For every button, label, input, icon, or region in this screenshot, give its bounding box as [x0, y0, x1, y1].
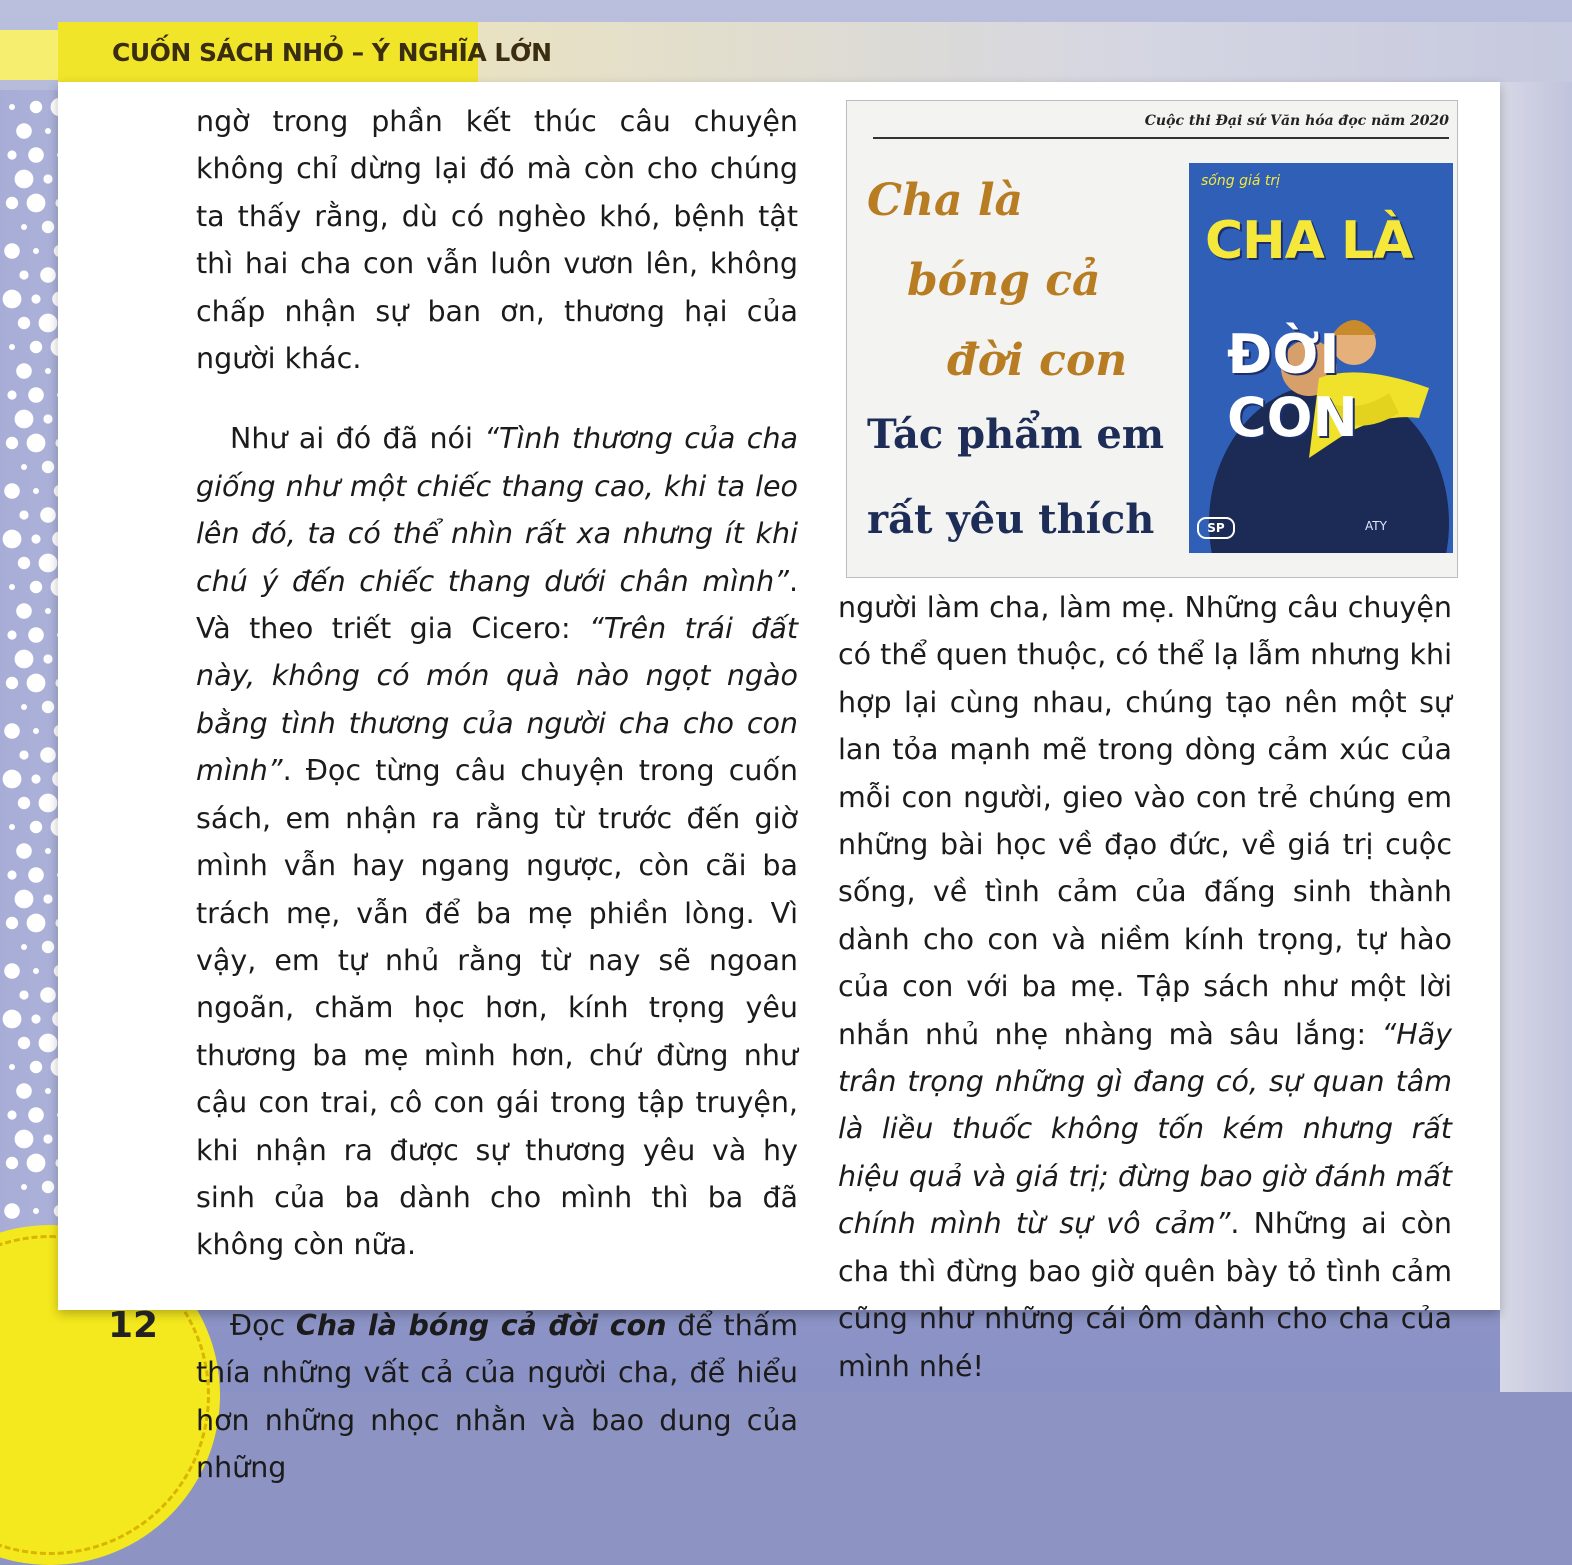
right-column — [838, 584, 1452, 1390]
p2-mid: . Và theo triết gia Cicero: — [196, 564, 798, 646]
header-fade-strip — [478, 22, 1572, 84]
decorative-dot — [16, 123, 32, 139]
decorative-dot — [28, 387, 44, 403]
decorative-dot — [3, 770, 22, 789]
subtitle-line-1: Tác phẩm em — [867, 411, 1165, 458]
publisher-logo: SP — [1197, 517, 1235, 539]
decorative-dot — [30, 581, 42, 593]
decorative-dot — [45, 128, 51, 134]
decorative-dot — [7, 1110, 16, 1119]
decorative-dot — [4, 963, 20, 979]
decorative-dot — [30, 821, 42, 833]
subtitle-line-2: rất yêu thích — [867, 496, 1155, 543]
decorative-dot — [27, 194, 46, 213]
contest-rule — [873, 137, 1449, 139]
decorative-dot — [33, 488, 39, 494]
decorative-dot — [43, 894, 52, 903]
paragraph-3 — [196, 1302, 798, 1492]
decorative-dot — [40, 987, 56, 1003]
decorative-dot — [19, 510, 28, 519]
decorative-dot — [16, 1083, 32, 1099]
decorative-dot — [3, 530, 22, 549]
decorative-dot — [31, 774, 40, 783]
decorative-dot — [28, 1107, 44, 1123]
decorative-dot — [30, 1061, 42, 1073]
decorative-dot — [45, 368, 51, 374]
decorative-dot — [39, 314, 58, 333]
decorative-dot — [43, 414, 52, 423]
decorative-dot — [7, 870, 16, 879]
decorative-dot — [30, 341, 42, 353]
decorative-dot — [18, 797, 30, 809]
left-column — [196, 98, 798, 1491]
decorative-dot — [19, 750, 28, 759]
decorative-dot — [6, 197, 18, 209]
decorative-dot — [40, 267, 56, 283]
decorative-dot — [33, 1208, 39, 1214]
decorative-dot — [39, 794, 58, 813]
decorative-dot — [31, 1014, 40, 1023]
cover-illustrator: ATY — [1365, 519, 1387, 533]
decorative-dot — [16, 843, 32, 859]
decorative-dot — [4, 723, 20, 739]
decorative-dot — [21, 464, 27, 470]
p2-lead: Như ai đó đã nói — [230, 422, 485, 456]
decorative-dot — [7, 150, 16, 159]
decorative-dot — [42, 1181, 54, 1193]
paragraph-1: ngờ trong phần kết thúc câu chuyện không chỉ dừng lại đó mà còn cho chúng ta thấy rằng, dù có nghèo khó, bệnh tật thì hai cha con vẫn luôn vươn lên, không chấp nhận sự ban ơn, thương hại của người khác. — [196, 105, 798, 376]
decorative-dot — [21, 944, 27, 950]
decorative-dot — [33, 728, 39, 734]
decorative-dot — [15, 170, 34, 189]
decorative-dot — [40, 507, 56, 523]
p2-quote-1: “Tình thương của cha giống như một chiếc thang cao, khi ta leo lên đó, ta có thể nhìn rất xa nhưng ít khi chú ý đến chiếc thang dưới chân mình” — [196, 422, 798, 598]
decorative-dot — [33, 248, 39, 254]
header-left-tab — [0, 30, 58, 80]
decorative-dot — [21, 224, 27, 230]
book-cover — [1189, 163, 1453, 553]
p3-rest: để thấm thía những vất cả của người cha, để hiểu hơn những nhọc nhằn và bao dung của những — [196, 1308, 798, 1484]
decorative-dot — [27, 1154, 46, 1173]
decorative-dot — [9, 824, 15, 830]
decorative-dot — [45, 608, 51, 614]
decorative-dot — [3, 290, 22, 309]
decorative-dot — [18, 317, 30, 329]
decorative-dot — [6, 917, 18, 929]
decorative-dot — [28, 627, 44, 643]
decorative-dot — [4, 243, 20, 259]
decorative-dot — [40, 747, 56, 763]
decorative-dot — [9, 104, 15, 110]
decorative-dot — [30, 101, 42, 113]
decorative-dot — [39, 1034, 58, 1053]
decorative-dot — [28, 147, 44, 163]
page-number: 12 — [108, 1305, 159, 1346]
decorative-dot — [15, 650, 34, 669]
contest-label: Cuộc thi Đại sứ Văn hóa đọc năm 2020 — [1144, 113, 1449, 129]
decorative-dot — [16, 363, 32, 379]
decorative-dot — [18, 557, 30, 569]
decorative-dot — [7, 630, 16, 639]
p2-rest: . Đọc từng câu chuyện trong cuốn sách, em nhận ra rằng từ trước đến giờ mình vẫn hay ngang ngược, còn cãi ba trách mẹ, vẫn để ba mẹ phiền lòng. Vì vậy, em tự nhủ rằng từ nay sẽ ngoan ngoãn, chăm học hơn, kính trọng yêu thương ba mẹ mình hơn, chứ đừng như cậu con trai, cô con gái trong tập truyện, khi nhận ra được sự thương yêu và hy sinh của ba dành cho mình thì ba đã không còn nữa. — [196, 754, 798, 1262]
decorative-dot — [31, 294, 40, 303]
book-title: Cha là bóng cả đời con — [295, 1308, 667, 1342]
decorative-dot — [16, 603, 32, 619]
decorative-dot — [6, 677, 18, 689]
decorative-dot — [42, 461, 54, 473]
script-line-1: Cha là — [867, 175, 1024, 226]
book-inset — [846, 100, 1458, 578]
decorative-dot — [6, 437, 18, 449]
decorative-dot — [39, 554, 58, 573]
decorative-dot — [43, 174, 52, 183]
decorative-dot — [6, 1157, 18, 1169]
decorative-dot — [18, 1037, 30, 1049]
right-rest: . Những ai còn cha thì đừng bao giờ quên bày tỏ tình cảm cũng như những cái ôm dành cho cha của mình nhé! — [838, 1207, 1452, 1383]
p2-quote-2: “Trên trái đất này, không có món quà nào ngọt ngào bằng tình thương của người cha cho con mình” — [196, 612, 798, 788]
decorative-dot — [3, 1010, 22, 1029]
decorative-dot — [21, 704, 27, 710]
decorative-dot — [42, 941, 54, 953]
decorative-dot — [43, 654, 52, 663]
cover-title-1: CHA LÀ — [1205, 211, 1413, 271]
decorative-dot — [15, 1130, 34, 1149]
decorative-dot — [9, 584, 15, 590]
cover-series: sống giá trị — [1201, 173, 1281, 189]
decorative-dot — [7, 390, 16, 399]
page-edge — [1500, 82, 1572, 1392]
decorative-dot — [4, 1203, 20, 1219]
right-p1: người làm cha, làm mẹ. Những câu chuyện có thể quen thuộc, có thể lạ lẫm nhưng khi hợp lại cùng nhau, chúng tạo nên một sự lan tỏa mạnh mẽ trong dòng cảm xúc của mỗi con người, gieo vào con trẻ chúng em những bài học về đạo đức, về giá trị cuộc sống, về tình cảm của đấng sinh thành dành cho con và niềm kính trọng, tự hào của con với ba mẹ. Tập sách như một lời nhắn nhủ nhẹ nhàng mà sâu lắng: — [838, 591, 1452, 1051]
decorative-dot — [19, 990, 28, 999]
decorative-dot — [9, 1064, 15, 1070]
decorative-dot — [21, 1184, 27, 1190]
decorative-dot — [27, 434, 46, 453]
decorative-dot — [15, 890, 34, 909]
decorative-dot — [33, 968, 39, 974]
decorative-dot — [19, 270, 28, 279]
decorative-dot — [15, 410, 34, 429]
script-line-2: bóng cả — [907, 255, 1101, 306]
decorative-dot — [27, 914, 46, 933]
decorative-dot — [43, 1134, 52, 1143]
right-quote: “Hãy trân trọng những gì đang có, sự quan tâm là liều thuốc không tốn kém nhưng rất hiệu quả và giá trị; đừng bao giờ đánh mất chính mình từ sự vô cảm” — [838, 1017, 1452, 1241]
right-paragraph — [838, 584, 1452, 1390]
decorative-dot — [31, 534, 40, 543]
paragraph-2 — [196, 415, 798, 1268]
decorative-dot — [9, 344, 15, 350]
decorative-dot — [45, 848, 51, 854]
p3-lead: Đọc — [230, 1308, 296, 1342]
decorative-dot — [28, 867, 44, 883]
decorative-dot — [42, 701, 54, 713]
cover-title-3: ĐỜI CON — [1227, 323, 1358, 449]
decorative-dot — [42, 221, 54, 233]
decorative-dot — [4, 483, 20, 499]
section-title: CUỐN SÁCH NHỎ – Ý NGHĨA LỚN — [112, 38, 552, 67]
decorative-dot — [45, 1088, 51, 1094]
script-line-3: đời con — [947, 335, 1128, 386]
decorative-dot — [27, 674, 46, 693]
